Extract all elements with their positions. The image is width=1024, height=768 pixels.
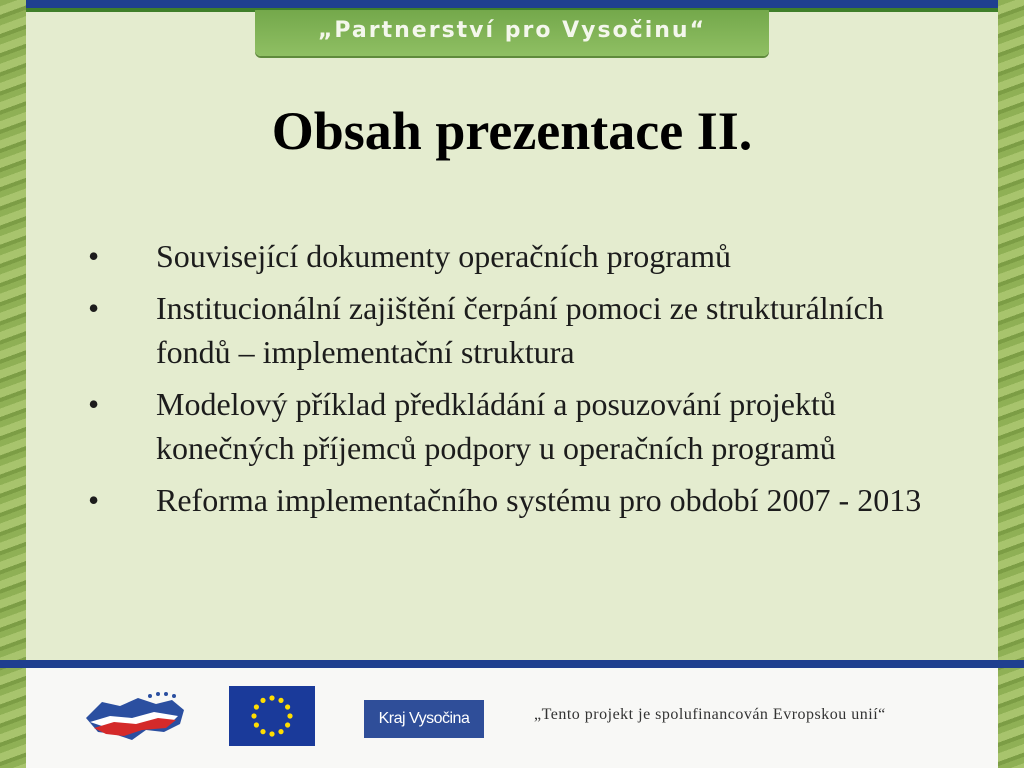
- bullet-text: Reforma implementačního systému pro období 2007 - 2013: [156, 482, 922, 518]
- bullet-item: [80, 234, 940, 278]
- eu-cofinancing-note: „Tento projekt je spolufinancován Evropskou unií“: [534, 706, 886, 723]
- header-banner-text: „Partnerství pro Vysočinu“: [317, 18, 707, 43]
- bullet-item: [80, 478, 940, 522]
- kraj-vysocina-logo: [364, 700, 484, 738]
- bullet-marker: •: [88, 482, 100, 518]
- czech-map-logo: [80, 688, 192, 748]
- eu-flag-logo: [229, 686, 315, 746]
- header-banner: [255, 10, 769, 56]
- bottom-blue-bar: [0, 660, 1024, 668]
- kraj-vysocina-logo-text: Kraj Vysočina: [378, 710, 470, 727]
- bullet-marker: •: [88, 386, 100, 422]
- bullet-marker: •: [88, 238, 100, 274]
- slide-title: Obsah prezentace II.: [271, 101, 753, 161]
- bullet-text: Související dokumenty operačních programů: [156, 238, 731, 274]
- bullet-list: [80, 234, 940, 530]
- bullet-text: Modelový příklad předkládání a posuzování projektů konečných příjemců podpory u operačních programů: [156, 386, 836, 466]
- bullet-item: [80, 286, 940, 374]
- bullet-text: Institucionální zajištění čerpání pomoci ze strukturálních fondů – implementační struktura: [156, 290, 884, 370]
- top-blue-bar: [0, 0, 1024, 8]
- bullet-marker: •: [88, 290, 100, 326]
- eu-stars-icon: [229, 686, 315, 746]
- bullet-item: [80, 382, 940, 470]
